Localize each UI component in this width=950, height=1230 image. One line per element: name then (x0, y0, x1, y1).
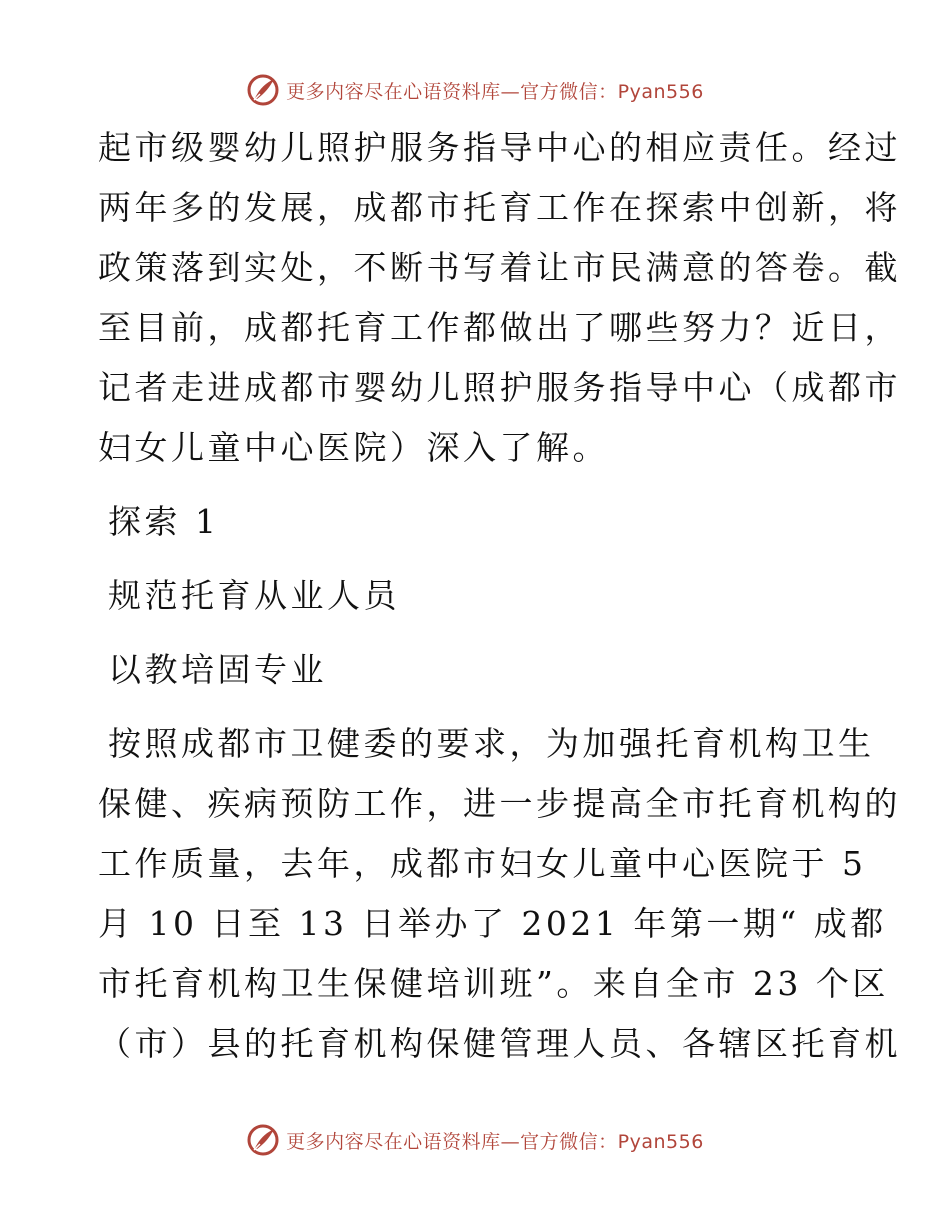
text-line: 保健、疾病预防工作，进一步提高全市托育机构的 (98, 784, 901, 823)
feather-pen-icon (246, 1123, 280, 1157)
text-line: 记者走进成都市婴幼儿照护服务指导中心（成都市 (98, 368, 901, 407)
text-line: 两年多的发展，成都市托育工作在探索中创新，将 (98, 188, 901, 227)
text-line: 月 10 日至 13 日举办了 2021 年第一期“ 成都 (98, 904, 887, 943)
text-line: 市托育机构卫生保健培训班”。来自全市 23 个区 (98, 964, 889, 1003)
text-line: 工作质量，去年，成都市妇女儿童中心医院于 5 (98, 844, 867, 883)
text-line: 起市级婴幼儿照护服务指导中心的相应责任。经过 (98, 128, 901, 167)
text-line: 政策落到实处，不断书写着让市民满意的答卷。截 (98, 248, 901, 287)
text-line: 妇女儿童中心医院）深入了解。 (98, 428, 609, 467)
paragraph-training (98, 714, 901, 1074)
text-line: 至目前，成都托育工作都做出了哪些努力？近日， (98, 308, 901, 347)
text-line: （市）县的托育机构保健管理人员、各辖区托育机 (98, 1024, 901, 1063)
watermark-text: 更多内容尽在心语资料库—官方微信：Pyan556 (286, 1130, 704, 1153)
feather-pen-icon (246, 73, 280, 107)
section-heading-title: 规范托育从业人员 (108, 576, 400, 615)
paragraph-intro (98, 118, 901, 478)
section-heading-number: 探索 1 (108, 502, 220, 541)
document-body (98, 118, 901, 1074)
header-watermark (0, 70, 950, 110)
section-heading-subtitle: 以教培固专业 (108, 650, 327, 689)
text-line: 按照成都市卫健委的要求，为加强托育机构卫生 (108, 724, 875, 763)
watermark-text: 更多内容尽在心语资料库—官方微信：Pyan556 (286, 80, 704, 103)
footer-watermark (0, 1120, 950, 1160)
